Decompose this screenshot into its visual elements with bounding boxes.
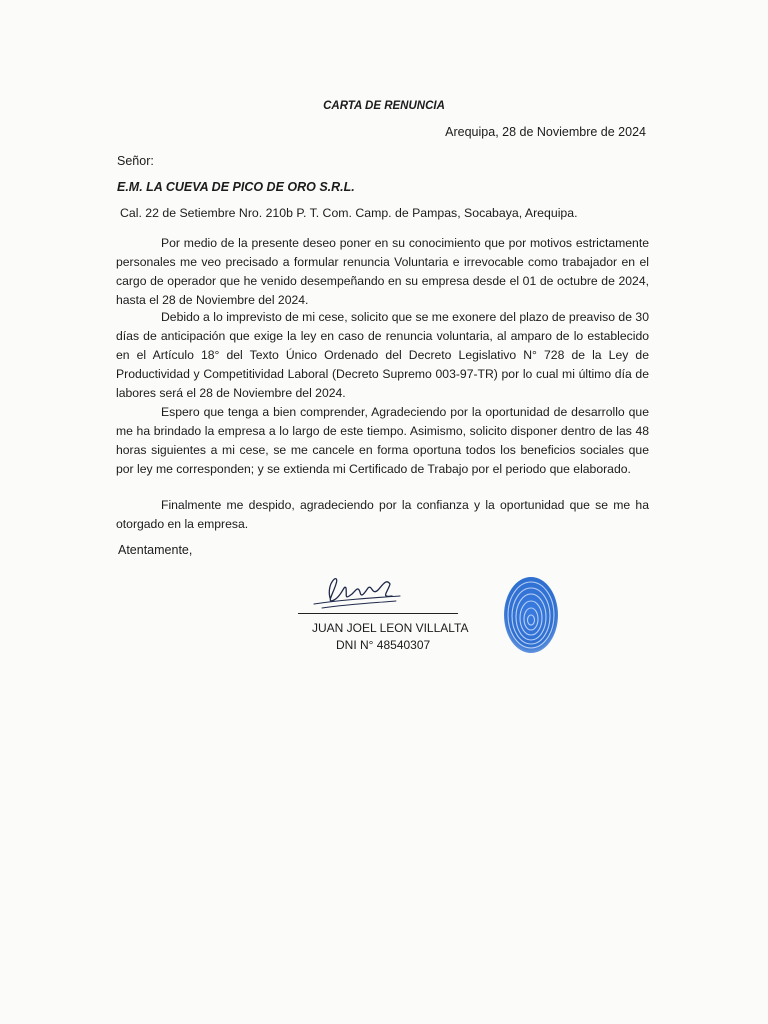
place-date: Arequipa, 28 de Noviembre de 2024 — [445, 125, 646, 139]
company-address: Cal. 22 de Setiembre Nro. 210b P. T. Com. Camp. de Pampas, Socabaya, Arequipa. — [120, 206, 578, 220]
paragraph-3 — [116, 403, 649, 479]
paragraph-2 — [116, 308, 649, 403]
signer-name: JUAN JOEL LEON VILLALTA — [312, 621, 469, 635]
paragraph-text: Finalmente me despido, agradeciendo por la confianza y la oportunidad que se me ha otorgado en la empresa. — [116, 498, 649, 531]
letter-title: CARTA DE RENUNCIA — [323, 100, 445, 112]
fingerprint-icon — [500, 575, 562, 665]
paragraph-text: Espero que tenga a bien comprender, Agradeciendo por la oportunidad de desarrollo que me ha brindado la empresa a lo largo de este tiempo. Asimismo, solicito disponer dentro de las 48 horas siguientes a mi cese, se me cancele en forma oportuna todos los beneficios sociales que por ley me corresponden; y se extienda mi Certificado de Trabajo por el periodo que elaborado. — [116, 405, 649, 476]
paragraph-4 — [116, 496, 649, 534]
signature-line — [298, 613, 458, 614]
paragraph-text: Debido a lo imprevisto de mi cese, solicito que se me exonere del plazo de preaviso de 30 días de anticipación que exige la ley en caso de renuncia voluntaria, al amparo de lo establecido en el Artículo 18° del Texto Único Ordenado del Decreto Legislativo N° 728 de la Ley de Productividad y Competitividad Laboral (Decreto Supremo 003-97-TR) por lo cual mi último día de labores será el 28 de Noviembre del 2024. — [116, 310, 649, 400]
signer-dni: DNI N° 48540307 — [336, 638, 431, 652]
salutation: Señor: — [117, 154, 154, 168]
paragraph-1 — [116, 234, 649, 310]
closing: Atentamente, — [118, 543, 193, 557]
paragraph-text: Por medio de la presente deseo poner en su conocimiento que por motivos estrictamente personales me veo precisado a formular renuncia Voluntaria e irrevocable como trabajador en el cargo de operador que he venido desempeñando en su empresa desde el 01 de octubre de 2024, hasta el 28 de Noviembre del 2024. — [116, 236, 649, 307]
company-name: E.M. LA CUEVA DE PICO DE ORO S.R.L. — [117, 180, 355, 194]
handwritten-signature — [300, 570, 410, 615]
